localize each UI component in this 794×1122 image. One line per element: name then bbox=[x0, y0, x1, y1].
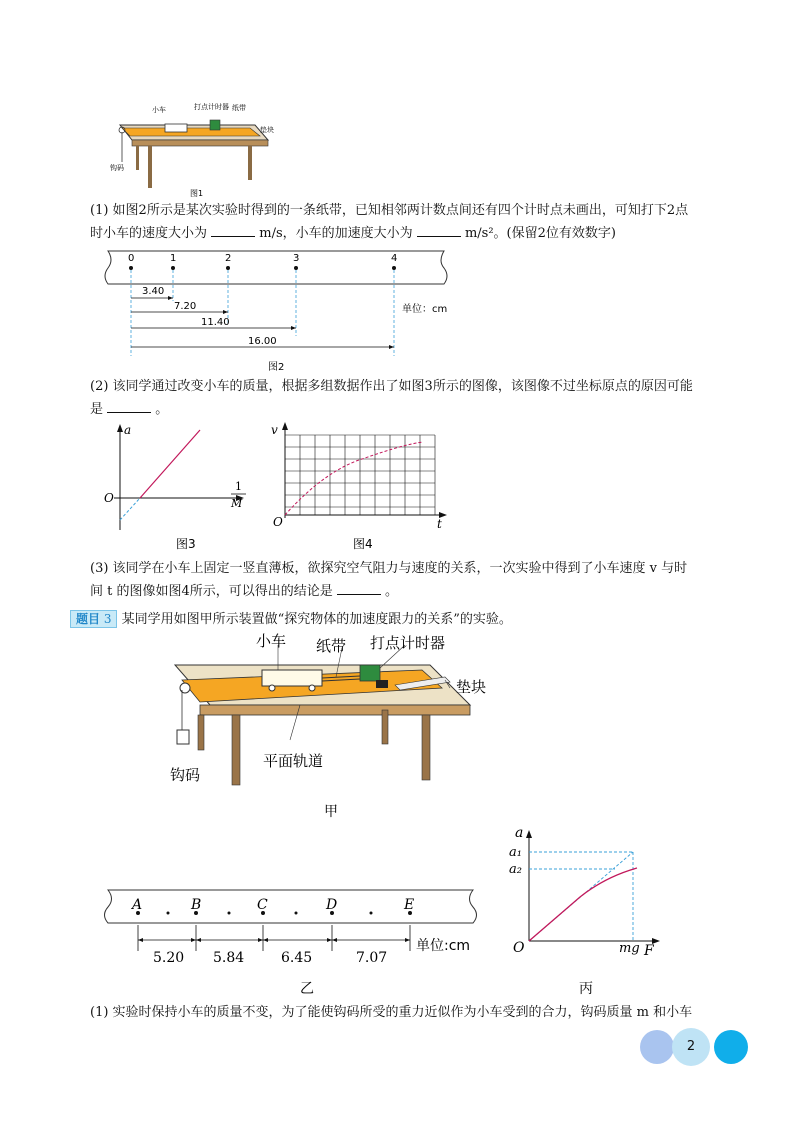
figure-jia-apparatus bbox=[160, 630, 500, 825]
jia-label-tape: 纸带 bbox=[316, 637, 347, 655]
bing-mg-label: mg bbox=[619, 941, 640, 956]
tape1-point-4: 4 bbox=[391, 253, 398, 264]
jia-label-track: 平面轨道 bbox=[263, 752, 324, 770]
fig3-caption: 图3 bbox=[176, 537, 196, 550]
fig3-origin: O bbox=[104, 491, 114, 505]
figure-yi-paper-tape bbox=[98, 885, 488, 997]
tape2-unit: 单位:cm bbox=[416, 938, 471, 954]
fig4-x-label: t bbox=[437, 517, 442, 531]
tape2-point-E: E bbox=[404, 897, 415, 913]
q3-text-b: 间 t 的图像如图4所示，可以得出的结论是 bbox=[90, 584, 333, 599]
tape1-point-2: 2 bbox=[225, 253, 232, 264]
fig1-label-car: 小车 bbox=[152, 106, 166, 114]
page-number-badge bbox=[672, 1028, 710, 1066]
bing-origin: O bbox=[513, 940, 525, 956]
tape1-dist-3: 16.00 bbox=[248, 336, 277, 347]
fig1-label-timer: 打点计时器 bbox=[194, 103, 229, 111]
q2-blank-reason[interactable] bbox=[107, 398, 151, 413]
q1-text-2: m/s，小车的加速度大小为 bbox=[259, 226, 413, 241]
q3-line-b bbox=[90, 580, 730, 603]
fig3-x-den: M bbox=[231, 497, 243, 510]
q2-text-b: 是 bbox=[90, 402, 104, 417]
tape2-dist-BC: 5.84 bbox=[213, 950, 245, 966]
figure-3-a-vs-inverse-m bbox=[100, 420, 260, 550]
tape1-dist-0: 3.40 bbox=[142, 286, 165, 297]
problem-3-header bbox=[70, 608, 750, 631]
bing-a2-label: a₂ bbox=[509, 862, 522, 877]
fig1-caption: 图1 bbox=[190, 189, 204, 198]
fig4-y-label: v bbox=[271, 423, 278, 437]
q1-line-a: (1) 如图2所示是某次实验时得到的一条纸带，已知相邻两计数点间还有四个计时点未画出，可知打下2点 bbox=[90, 203, 689, 218]
bing-F-label: F bbox=[644, 943, 654, 959]
tape2-point-C: C bbox=[257, 897, 268, 913]
problem-badge-number: 3 bbox=[103, 612, 112, 626]
fig4-caption: 图4 bbox=[353, 537, 373, 550]
problem3-q1-line: (1) 实验时保持小车的质量不变，为了能使钩码所受的重力近似作为小车受到的合力，钩码质量 m 和小车 bbox=[90, 1005, 693, 1020]
problem-badge bbox=[70, 610, 117, 628]
tape1-dist-2: 11.40 bbox=[201, 317, 230, 328]
tape2-dist-CD: 6.45 bbox=[281, 950, 313, 966]
q3-blank-conclusion[interactable] bbox=[337, 580, 381, 595]
jia-label-timer: 打点计时器 bbox=[370, 634, 446, 652]
figure-2-paper-tape bbox=[98, 246, 458, 372]
q2-line-b bbox=[90, 398, 730, 421]
figure-4-v-vs-t bbox=[265, 420, 455, 550]
q1-line-b bbox=[90, 222, 730, 245]
page-number-decor-right bbox=[714, 1030, 748, 1064]
tape1-caption: 图2 bbox=[268, 362, 285, 372]
q1-text-1: 时小车的速度大小为 bbox=[90, 226, 208, 241]
bing-caption: 丙 bbox=[579, 981, 593, 997]
jia-caption: 甲 bbox=[324, 804, 338, 820]
bing-y-label: a bbox=[515, 825, 524, 841]
q3-line-a: (3) 该同学在小车上固定一竖直薄板，欲探究空气阻力与速度的关系，一次实验中得到了小车速度 v 与时 bbox=[90, 561, 688, 576]
tape1-unit: 单位：cm bbox=[402, 304, 448, 315]
page-number-decor-left bbox=[640, 1030, 674, 1064]
fig3-x-num: 1 bbox=[235, 480, 242, 493]
fig4-origin: O bbox=[273, 515, 283, 529]
fig1-label-weight: 钩码 bbox=[110, 164, 124, 172]
figure-1-apparatus bbox=[110, 100, 280, 200]
q2-line-a: (2) 该同学通过改变小车的质量，根据多组数据作出了如图3所示的图像，该图像不过坐标原点的原因可能 bbox=[90, 379, 693, 394]
q1-text-3: m/s²。(保留2位有效数字) bbox=[464, 226, 616, 241]
tape1-point-3: 3 bbox=[293, 253, 300, 264]
tape2-caption: 乙 bbox=[300, 981, 314, 997]
page-number: 2 bbox=[686, 1039, 696, 1054]
q1-blank-velocity[interactable] bbox=[211, 222, 255, 237]
q2-text-c: 。 bbox=[155, 402, 169, 417]
tape2-dist-DE: 7.07 bbox=[356, 950, 388, 966]
fig1-label-tape: 纸带 bbox=[232, 104, 246, 112]
tape2-dist-AB: 5.20 bbox=[153, 950, 185, 966]
tape2-point-D: D bbox=[326, 897, 338, 913]
jia-label-weight: 钩码 bbox=[170, 766, 201, 784]
bing-a1-label: a₁ bbox=[509, 845, 522, 860]
fig3-y-label: a bbox=[124, 423, 132, 437]
tape1-dist-1: 7.20 bbox=[174, 301, 197, 312]
jia-label-block: 垫块 bbox=[456, 678, 487, 696]
q3-text-c: 。 bbox=[385, 584, 399, 599]
figure-bing-a-vs-f bbox=[505, 825, 670, 1000]
q1-blank-acceleration[interactable] bbox=[417, 222, 461, 237]
problem-badge-label: 题目 bbox=[76, 612, 101, 626]
problem-3-text: 某同学用如图甲所示装置做“探究物体的加速度跟力的关系”的实验。 bbox=[121, 612, 512, 627]
tape1-point-1: 1 bbox=[170, 253, 177, 264]
tape2-point-A: A bbox=[132, 897, 143, 913]
tape1-point-0: 0 bbox=[128, 253, 135, 264]
jia-label-car: 小车 bbox=[256, 632, 287, 650]
tape2-point-B: B bbox=[191, 897, 202, 913]
fig1-label-block: 垫块 bbox=[260, 126, 274, 134]
